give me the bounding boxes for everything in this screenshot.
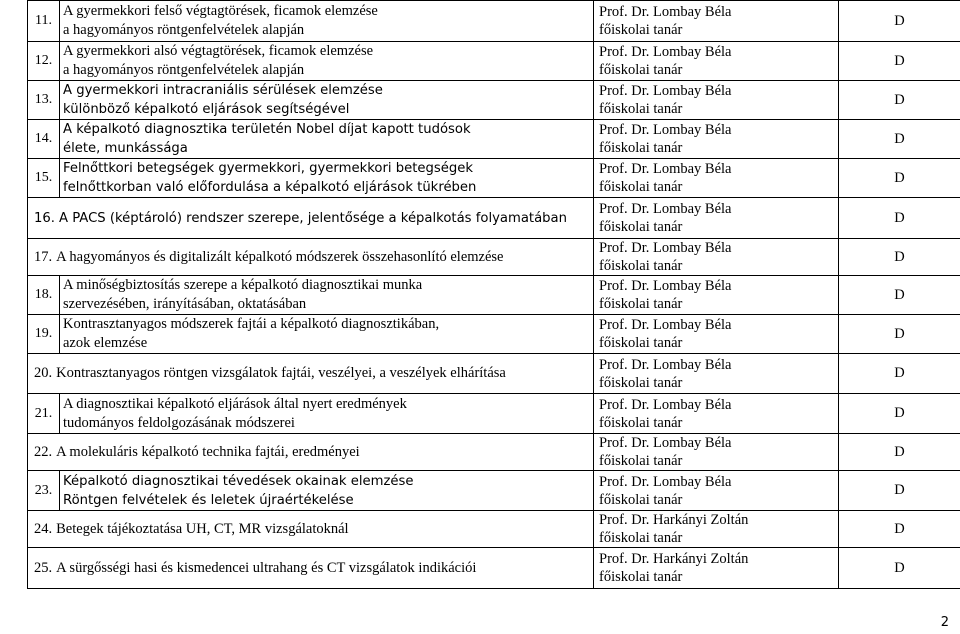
topic-title: 20. Kontrasztanyagos röntgen vizsgálatok fajtái, veszélyei, a veszélyek elhárítása: [28, 354, 594, 394]
supervisor: Prof. Dr. Lombay Béla főiskolai tanár: [594, 434, 839, 471]
supervisor: Prof. Dr. Lombay Béla főiskolai tanár: [594, 159, 839, 198]
row-number: 15.: [28, 159, 60, 198]
supervisor: Prof. Dr. Lombay Béla főiskolai tanár: [594, 1, 839, 42]
degree-type: D: [839, 1, 960, 42]
table-row: [28, 315, 960, 354]
table-row: [28, 42, 960, 81]
topic-title: A gyermekkori intracraniális sérülések elemzése különböző képalkotó eljárások segítségével: [60, 81, 594, 120]
degree-type: D: [839, 81, 960, 120]
topic-title: 17. A hagyományos és digitalizált képalkotó módszerek összehasonlító elemzése: [28, 239, 594, 276]
topic-title: A gyermekkori felső végtagtörések, ficamok elemzése a hagyományos röntgenfelvételek alapján: [60, 1, 594, 42]
topic-title: A diagnosztikai képalkotó eljárások által nyert eredmények tudományos feldolgozásának módszerei: [60, 394, 594, 434]
topic-title: A gyermekkori alsó végtagtörések, ficamok elemzése a hagyományos röntgenfelvételek alapján: [60, 42, 594, 81]
degree-type: D: [839, 120, 960, 159]
row-number: 18.: [28, 276, 60, 315]
row-number: 19.: [28, 315, 60, 354]
topic-title: 22. A molekuláris képalkotó technika fajtái, eredményei: [28, 434, 594, 471]
supervisor: Prof. Dr. Lombay Béla főiskolai tanár: [594, 276, 839, 315]
table-row: [28, 434, 960, 471]
supervisor: Prof. Dr. Lombay Béla főiskolai tanár: [594, 81, 839, 120]
supervisor: Prof. Dr. Lombay Béla főiskolai tanár: [594, 394, 839, 434]
degree-type: D: [839, 548, 960, 589]
topic-title: A minőségbiztosítás szerepe a képalkotó diagnosztikai munka szervezésében, irányításában, oktatásában: [60, 276, 594, 315]
supervisor: Prof. Dr. Harkányi Zoltán főiskolai tanár: [594, 511, 839, 548]
supervisor: Prof. Dr. Lombay Béla főiskolai tanár: [594, 315, 839, 354]
degree-type: D: [839, 42, 960, 81]
row-number: 24.: [34, 520, 53, 537]
degree-type: D: [839, 394, 960, 434]
topic-title: 24. Betegek tájékoztatása UH, CT, MR vizsgálatoknál: [28, 511, 594, 548]
thesis-topics-table: [27, 0, 960, 589]
table-row: [28, 354, 960, 394]
table-row: [28, 159, 960, 198]
supervisor: Prof. Dr. Lombay Béla főiskolai tanár: [594, 354, 839, 394]
row-number: 13.: [28, 81, 60, 120]
supervisor: Prof. Dr. Lombay Béla főiskolai tanár: [594, 120, 839, 159]
table-row: [28, 1, 960, 42]
table-row: [28, 81, 960, 120]
topic-title: Képalkotó diagnosztikai tévedések okainak elemzése Röntgen felvételek és leletek újraértékelése: [60, 471, 594, 511]
row-number: 20.: [34, 365, 53, 381]
row-number: 11.: [28, 1, 60, 42]
topic-title: Felnőttkori betegségek gyermekkori, gyermekkori betegségek felnőttkorban való előfordulása a képalkotó eljárások tükrében: [60, 159, 594, 198]
degree-type: D: [839, 354, 960, 394]
degree-type: D: [839, 239, 960, 276]
row-number: 21.: [28, 394, 60, 434]
row-number: 23.: [28, 471, 60, 511]
table-row: [28, 120, 960, 159]
table-row: [28, 548, 960, 589]
table-row: [28, 239, 960, 276]
topic-title: A képalkotó diagnosztika területén Nobel díjat kapott tudósok élete, munkássága: [60, 120, 594, 159]
degree-type: D: [839, 315, 960, 354]
row-number: 17.: [34, 248, 53, 265]
topic-title: 16. A PACS (képtároló) rendszer szerepe, jelentősége a képalkotás folyamatában: [28, 198, 594, 239]
degree-type: D: [839, 198, 960, 239]
supervisor: Prof. Dr. Lombay Béla főiskolai tanár: [594, 239, 839, 276]
row-number: 16.: [34, 210, 55, 226]
degree-type: D: [839, 471, 960, 511]
table-row: [28, 394, 960, 434]
topic-title: Kontrasztanyagos módszerek fajtái a képalkotó diagnosztikában, azok elemzése: [60, 315, 594, 354]
row-number: 22.: [34, 443, 53, 460]
degree-type: D: [839, 276, 960, 315]
page-number: 2: [940, 615, 949, 630]
degree-type: D: [839, 159, 960, 198]
row-number: 12.: [28, 42, 60, 81]
row-number: 25.: [34, 559, 53, 576]
row-number: 14.: [28, 120, 60, 159]
table-row: [28, 511, 960, 548]
supervisor: Prof. Dr. Lombay Béla főiskolai tanár: [594, 198, 839, 239]
table-row: [28, 471, 960, 511]
degree-type: D: [839, 511, 960, 548]
degree-type: D: [839, 434, 960, 471]
table-row: [28, 276, 960, 315]
topic-title: 25. A sürgősségi hasi és kismedencei ultrahang és CT vizsgálatok indikációi: [28, 548, 594, 589]
supervisor: Prof. Dr. Lombay Béla főiskolai tanár: [594, 471, 839, 511]
supervisor: Prof. Dr. Lombay Béla főiskolai tanár: [594, 42, 839, 81]
supervisor: Prof. Dr. Harkányi Zoltán főiskolai tanár: [594, 548, 839, 589]
table-row: [28, 198, 960, 239]
